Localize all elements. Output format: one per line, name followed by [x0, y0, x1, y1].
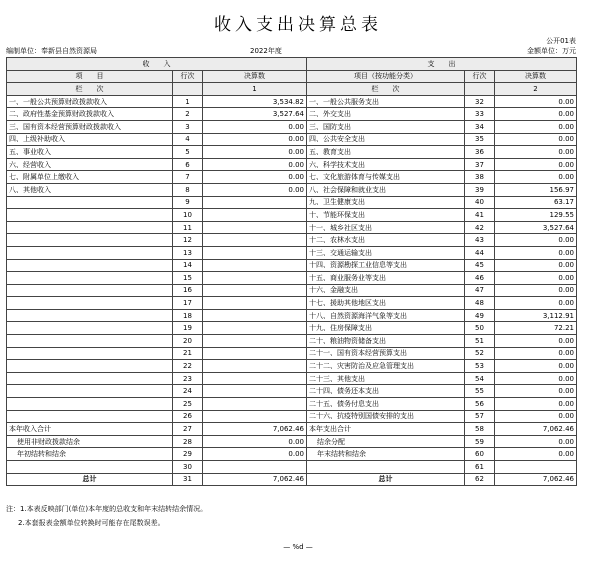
expense-item: 七、文化旅游体育与传媒支出	[307, 171, 465, 184]
expense-item: 十七、援助其他地区支出	[307, 297, 465, 310]
expense-item: 十三、交通运输支出	[307, 246, 465, 259]
table-row	[7, 398, 577, 411]
income-row-no: 10	[173, 209, 203, 222]
page-number: — %d —	[283, 543, 313, 551]
table-row	[7, 360, 577, 373]
income-item: 六、经营收入	[7, 158, 173, 171]
expense-amount: 129.55	[495, 209, 577, 222]
expense-item: 三、国防支出	[307, 120, 465, 133]
expense-item: 二、外交支出	[307, 108, 465, 121]
income-item: 一、一般公共预算财政拨款收入	[7, 95, 173, 108]
expense-amount: 0.00	[495, 385, 577, 398]
header-item: 项 目	[7, 70, 173, 83]
expense-row-no: 58	[465, 423, 495, 436]
table-row	[7, 108, 577, 121]
expense-amount: 0.00	[495, 246, 577, 259]
page-title: 收入支出决算总表	[214, 15, 382, 35]
table-row	[7, 272, 577, 285]
expense-row-no: 42	[465, 221, 495, 234]
expense-item: 十、节能环保支出	[307, 209, 465, 222]
income-row-no: 7	[173, 171, 203, 184]
table-row	[7, 221, 577, 234]
expense-item: 二十三、其他支出	[307, 372, 465, 385]
income-row-no: 17	[173, 297, 203, 310]
header-col1: 1	[203, 83, 307, 96]
expense-amount: 3,527.64	[495, 221, 577, 234]
expense-amount: 0.00	[495, 284, 577, 297]
expense-row-no: 43	[465, 234, 495, 247]
header-amount: 决算数	[495, 70, 577, 83]
income-row-no: 12	[173, 234, 203, 247]
expense-amount: 0.00	[495, 347, 577, 360]
expense-amount: 0.00	[495, 410, 577, 423]
expense-item: 十一、城乡社区支出	[307, 221, 465, 234]
table-row	[7, 246, 577, 259]
header-column-label: 栏 次	[307, 83, 465, 96]
expense-item: 年末结转和结余	[307, 448, 465, 461]
expense-row-no: 61	[465, 461, 495, 474]
table-row	[7, 146, 577, 159]
income-amount	[203, 196, 307, 209]
expense-item: 六、科学技术支出	[307, 158, 465, 171]
income-item	[7, 309, 173, 322]
income-item	[7, 297, 173, 310]
expense-amount: 63.17	[495, 196, 577, 209]
income-row-no: 19	[173, 322, 203, 335]
income-amount	[203, 360, 307, 373]
expense-amount: 0.00	[495, 435, 577, 448]
table-row	[7, 284, 577, 297]
income-amount: 7,062.46	[203, 423, 307, 436]
expense-row-no: 52	[465, 347, 495, 360]
income-item	[7, 410, 173, 423]
expense-row-no: 46	[465, 272, 495, 285]
income-row-no: 18	[173, 309, 203, 322]
income-row-no: 5	[173, 146, 203, 159]
expense-item: 二十一、国有资本经营预算支出	[307, 347, 465, 360]
expense-amount: 0.00	[495, 158, 577, 171]
table-row	[7, 158, 577, 171]
income-amount: 0.00	[203, 120, 307, 133]
expense-item: 二十五、债务付息支出	[307, 398, 465, 411]
income-amount	[203, 272, 307, 285]
amount-unit: 金额单位：万元	[527, 47, 576, 55]
expense-row-no: 36	[465, 146, 495, 159]
expense-amount: 0.00	[495, 335, 577, 348]
income-item	[7, 221, 173, 234]
income-item: 使用非财政拨款结余	[7, 435, 173, 448]
table-row	[7, 435, 577, 448]
income-amount	[203, 410, 307, 423]
income-item	[7, 385, 173, 398]
expense-row-no: 40	[465, 196, 495, 209]
income-item	[7, 461, 173, 474]
table-row	[7, 133, 577, 146]
notes	[6, 502, 207, 530]
table-row	[7, 171, 577, 184]
income-item	[7, 272, 173, 285]
fiscal-year: 2022年度	[250, 47, 282, 55]
income-item	[7, 209, 173, 222]
expense-amount: 0.00	[495, 448, 577, 461]
income-row-no: 16	[173, 284, 203, 297]
table-row	[7, 347, 577, 360]
income-amount	[203, 385, 307, 398]
table-row	[7, 259, 577, 272]
expense-item: 二十、粮油物资储备支出	[307, 335, 465, 348]
expense-item: 十五、商业服务业等支出	[307, 272, 465, 285]
expense-row-no: 50	[465, 322, 495, 335]
expense-row-no: 45	[465, 259, 495, 272]
income-amount: 3,534.82	[203, 95, 307, 108]
income-item	[7, 360, 173, 373]
income-item: 年初结转和结余	[7, 448, 173, 461]
income-amount	[203, 335, 307, 348]
expense-item: 十八、自然资源海洋气象等支出	[307, 309, 465, 322]
income-amount	[203, 234, 307, 247]
table-row	[7, 473, 577, 486]
expense-item: 结余分配	[307, 435, 465, 448]
header-column-label: 栏 次	[7, 83, 173, 96]
header-row-no: 行次	[465, 70, 495, 83]
expense-row-no: 53	[465, 360, 495, 373]
income-amount	[203, 322, 307, 335]
expense-amount	[495, 461, 577, 474]
income-item	[7, 284, 173, 297]
income-amount: 0.00	[203, 146, 307, 159]
expense-item: 五、教育支出	[307, 146, 465, 159]
income-row-no: 26	[173, 410, 203, 423]
income-item: 本年收入合计	[7, 423, 173, 436]
header-row-columns	[7, 70, 577, 83]
expense-row-no: 34	[465, 120, 495, 133]
expense-amount: 0.00	[495, 171, 577, 184]
expense-amount: 0.00	[495, 133, 577, 146]
expense-item: 九、卫生健康支出	[307, 196, 465, 209]
header-expense: 支 出	[307, 58, 577, 71]
note-1: 注：1.本表反映部门(单位)本年度的总收支和年末结转结余情况。	[6, 505, 208, 513]
income-amount	[203, 259, 307, 272]
expense-row-no: 38	[465, 171, 495, 184]
expense-amount: 0.00	[495, 398, 577, 411]
expense-item	[307, 461, 465, 474]
income-amount	[203, 398, 307, 411]
income-amount: 0.00	[203, 133, 307, 146]
header-row-column-index	[7, 83, 577, 96]
table-row	[7, 461, 577, 474]
expense-amount: 0.00	[495, 360, 577, 373]
income-amount: 0.00	[203, 158, 307, 171]
expense-row-no: 55	[465, 385, 495, 398]
expense-row-no: 62	[465, 473, 495, 486]
income-row-no: 6	[173, 158, 203, 171]
income-amount	[203, 372, 307, 385]
expense-item: 十二、农林水支出	[307, 234, 465, 247]
expense-item: 二十四、债务还本支出	[307, 385, 465, 398]
expense-row-no: 35	[465, 133, 495, 146]
income-item	[7, 372, 173, 385]
table-body	[7, 95, 577, 485]
income-row-no: 28	[173, 435, 203, 448]
table-row	[7, 385, 577, 398]
table-row	[7, 372, 577, 385]
table-row	[7, 95, 577, 108]
table-row	[7, 234, 577, 247]
expense-amount: 0.00	[495, 372, 577, 385]
income-item: 总计	[7, 473, 173, 486]
expense-row-no: 57	[465, 410, 495, 423]
income-item: 五、事业收入	[7, 146, 173, 159]
income-row-no: 29	[173, 448, 203, 461]
expense-item: 本年支出合计	[307, 423, 465, 436]
income-item	[7, 196, 173, 209]
expense-row-no: 49	[465, 309, 495, 322]
income-item	[7, 335, 173, 348]
income-amount: 0.00	[203, 183, 307, 196]
expense-row-no: 41	[465, 209, 495, 222]
expense-item: 十四、资源勘探工业信息等支出	[307, 259, 465, 272]
expense-amount: 0.00	[495, 146, 577, 159]
expense-amount: 156.97	[495, 183, 577, 196]
expense-item: 十六、金融支出	[307, 284, 465, 297]
income-item	[7, 322, 173, 335]
note-2: 2.本套报表金额单位转换时可能存在尾数误差。	[18, 519, 165, 527]
expense-row-no: 51	[465, 335, 495, 348]
income-amount	[203, 347, 307, 360]
income-amount: 0.00	[203, 171, 307, 184]
expense-row-no: 47	[465, 284, 495, 297]
income-amount	[203, 221, 307, 234]
header-row-no: 行次	[173, 70, 203, 83]
income-item: 三、国有资本经营预算财政拨款收入	[7, 120, 173, 133]
income-row-no: 8	[173, 183, 203, 196]
header-col2: 2	[495, 83, 577, 96]
income-item: 二、政府性基金预算财政拨款收入	[7, 108, 173, 121]
expense-amount: 0.00	[495, 120, 577, 133]
expense-row-no: 48	[465, 297, 495, 310]
income-row-no: 15	[173, 272, 203, 285]
expense-row-no: 33	[465, 108, 495, 121]
expense-item: 总计	[307, 473, 465, 486]
table-row	[7, 209, 577, 222]
expense-item: 二十六、抗疫特别国债安排的支出	[307, 410, 465, 423]
income-row-no: 23	[173, 372, 203, 385]
table-row	[7, 410, 577, 423]
expense-item: 四、公共安全支出	[307, 133, 465, 146]
expense-row-no: 37	[465, 158, 495, 171]
expense-amount: 3,112.91	[495, 309, 577, 322]
compiling-unit: 编制单位：奉新县自然资源局	[6, 47, 97, 55]
income-row-no: 11	[173, 221, 203, 234]
income-amount	[203, 209, 307, 222]
table-row	[7, 183, 577, 196]
table-row	[7, 120, 577, 133]
expense-item: 八、社会保障和就业支出	[307, 183, 465, 196]
income-amount: 0.00	[203, 448, 307, 461]
income-row-no: 4	[173, 133, 203, 146]
income-amount	[203, 297, 307, 310]
expense-row-no: 44	[465, 246, 495, 259]
expense-item: 一、一般公共服务支出	[307, 95, 465, 108]
income-item	[7, 246, 173, 259]
income-item	[7, 398, 173, 411]
expense-item: 二十二、灾害防治及应急管理支出	[307, 360, 465, 373]
income-row-no: 30	[173, 461, 203, 474]
income-row-no: 27	[173, 423, 203, 436]
table-row	[7, 196, 577, 209]
income-amount: 0.00	[203, 435, 307, 448]
income-item: 四、上级补助收入	[7, 133, 173, 146]
expense-row-no: 39	[465, 183, 495, 196]
table-row	[7, 335, 577, 348]
income-row-no: 25	[173, 398, 203, 411]
expense-row-no: 56	[465, 398, 495, 411]
income-row-no: 1	[173, 95, 203, 108]
expense-amount: 0.00	[495, 297, 577, 310]
income-row-no: 2	[173, 108, 203, 121]
income-row-no: 13	[173, 246, 203, 259]
income-row-no: 24	[173, 385, 203, 398]
income-row-no: 22	[173, 360, 203, 373]
income-item: 八、其他收入	[7, 183, 173, 196]
expense-amount: 0.00	[495, 259, 577, 272]
expense-item: 十九、住房保障支出	[307, 322, 465, 335]
table-row	[7, 322, 577, 335]
header-item-exp: 项目（按功能分类）	[307, 70, 465, 83]
form-number: 公开01表	[546, 37, 576, 45]
expense-row-no: 54	[465, 372, 495, 385]
expense-amount: 0.00	[495, 234, 577, 247]
income-amount	[203, 309, 307, 322]
expense-amount: 0.00	[495, 272, 577, 285]
header-income: 收 入	[7, 58, 307, 71]
income-row-no: 20	[173, 335, 203, 348]
expense-amount: 7,062.46	[495, 473, 577, 486]
income-amount	[203, 461, 307, 474]
expense-amount: 0.00	[495, 108, 577, 121]
income-row-no: 14	[173, 259, 203, 272]
table-row	[7, 297, 577, 310]
income-item	[7, 259, 173, 272]
header-row-section	[7, 58, 577, 71]
income-amount	[203, 284, 307, 297]
expense-amount: 0.00	[495, 95, 577, 108]
income-row-no: 9	[173, 196, 203, 209]
expense-row-no: 60	[465, 448, 495, 461]
income-row-no: 31	[173, 473, 203, 486]
income-row-no: 21	[173, 347, 203, 360]
expense-amount: 7,062.46	[495, 423, 577, 436]
income-row-no: 3	[173, 120, 203, 133]
income-amount: 3,527.64	[203, 108, 307, 121]
summary-table	[6, 57, 577, 486]
table-row	[7, 423, 577, 436]
table-row	[7, 448, 577, 461]
header-amount: 决算数	[203, 70, 307, 83]
expense-amount: 72.21	[495, 322, 577, 335]
expense-row-no: 32	[465, 95, 495, 108]
income-item: 七、附属单位上缴收入	[7, 171, 173, 184]
income-amount	[203, 246, 307, 259]
table-row	[7, 309, 577, 322]
income-item	[7, 347, 173, 360]
income-amount: 7,062.46	[203, 473, 307, 486]
income-item	[7, 234, 173, 247]
expense-row-no: 59	[465, 435, 495, 448]
